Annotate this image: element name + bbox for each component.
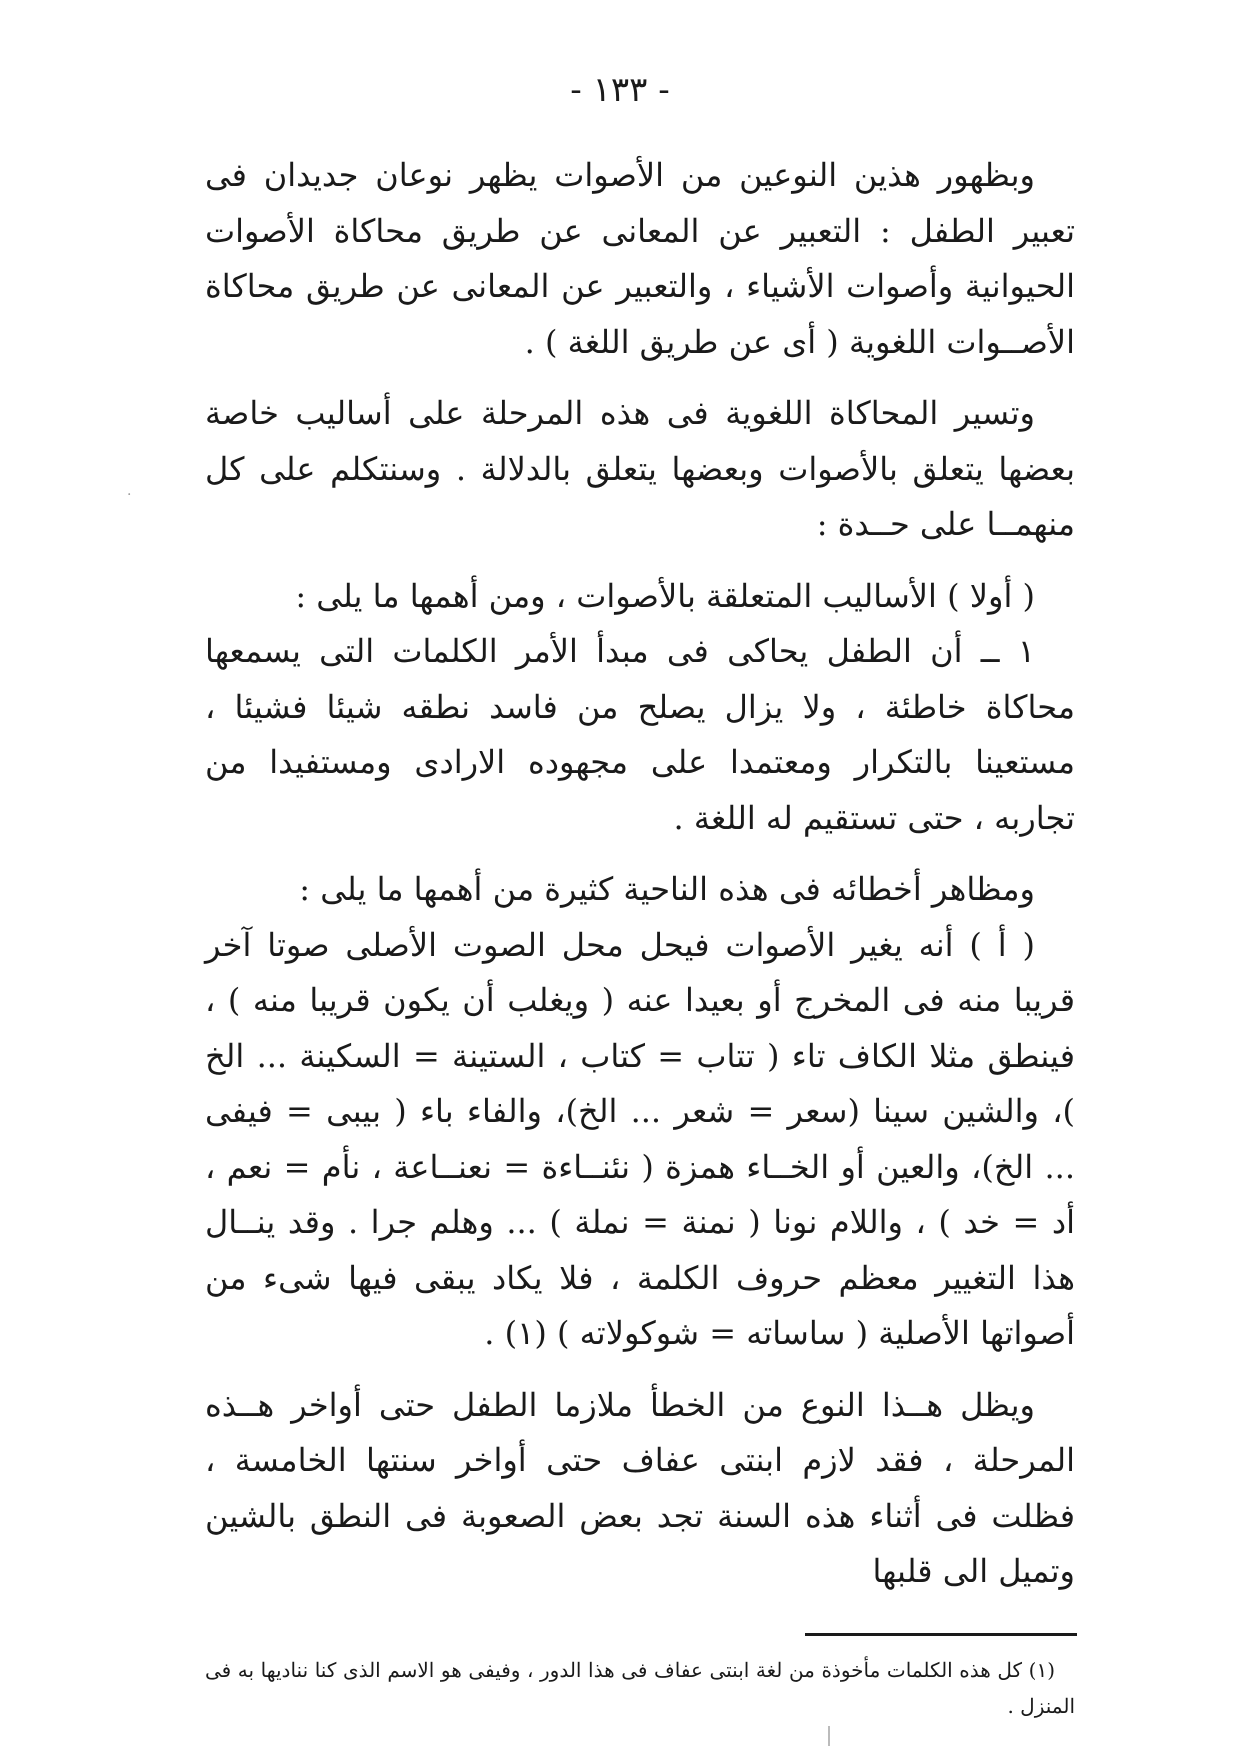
paragraph-persistence: ويظل هــذا النوع من الخطأ ملازما الطفل حتى أواخر هــذه المرحلة ، فقد لازم ابنتى عفاف حتى أواخر سنتها الخامسة ، فظلت فى أثناء هذه السنة تجد بعض الصعوبة فى النطق بالشين وتميل الى قلبها <box>205 1385 1075 1590</box>
footnote <box>205 1652 1075 1724</box>
margin-mark: · <box>127 487 132 503</box>
binding-mark <box>828 1726 830 1746</box>
footnote-rule <box>805 1633 1077 1636</box>
paragraph-intro: وبظهور هذين النوعين من الأصوات يظهر نوعان جديدان فى تعبير الطفل : التعبير عن المعانى عن طريق محاكاة الأصوات الحيوانية وأصوات الأشياء ، والتعبير عن المعانى عن طريق محاكاة الأصــوات اللغوية ( أى عن طريق اللغة ) . <box>205 156 1075 361</box>
page-number: - ١٣٣ - <box>570 70 670 110</box>
paragraph-point-one: ١ ــ أن الطفل يحاكى فى مبدأ الأمر الكلمات التى يسمعها محاكاة خاطئة ، ولا يزال يصلح من فاسد نطقه شيئا فشيئا ، مستعينا بالتكرار ومعتمدا على مجهوده الارادى ومستفيدا من تجاربه ، حتى تستقيم له اللغة . <box>205 632 1076 837</box>
paragraph-section-heading: ( أولا ) الأساليب المتعلقة بالأصوات ، ومن أهمها ما يلى : <box>295 576 1035 615</box>
paragraph-sound-substitution: ( أ ) أنه يغير الأصوات فيحل محل الصوت الأصلى صوتا آخر قريبا منه فى المخرج أو بعيدا عنه ( ويغلب أن يكون قريبا منه ) ، فينطق مثلا الكاف تاء ( تتاب = كتاب ، الستينة = السكينة ... الخ )، والشين سينا (سعر = شعر ... الخ)، والفاء باء ( بيبى = فيفى ... الخ)، والعين أو الخــاء همزة ( نئنــاءة = نعنــاعة ، نأم = نعم ، أد = خد ) ، واللام نونا ( نمنة = نملة ) ... وهلم جرا . وقد ينــال هذا التغيير معظم حروف الكلمة ، فلا يكاد يبقى فيها شىء من أصواتها الأصلية ( ساساته = شوكولاته ) (١) . <box>205 925 1076 1352</box>
body-text <box>205 148 1075 1600</box>
paragraph-errors-intro: ومظاهر أخطائه فى هذه الناحية كثيرة من أهمها ما يلى : <box>299 870 1035 908</box>
paragraph-imitation-styles: وتسير المحاكاة اللغوية فى هذه المرحلة على أساليب خاصة بعضها يتعلق بالأصوات وبعضها يتعلق بالدلالة . وسنتكلم على كل منهمــا على حــدة : <box>205 394 1075 543</box>
footnote-text: (١) كل هذه الكلمات مأخوذة من لغة ابنتى عفاف فى هذا الدور ، وفيفى هو الاسم الذى كنا نناديها به فى المنزل . <box>205 1658 1075 1718</box>
